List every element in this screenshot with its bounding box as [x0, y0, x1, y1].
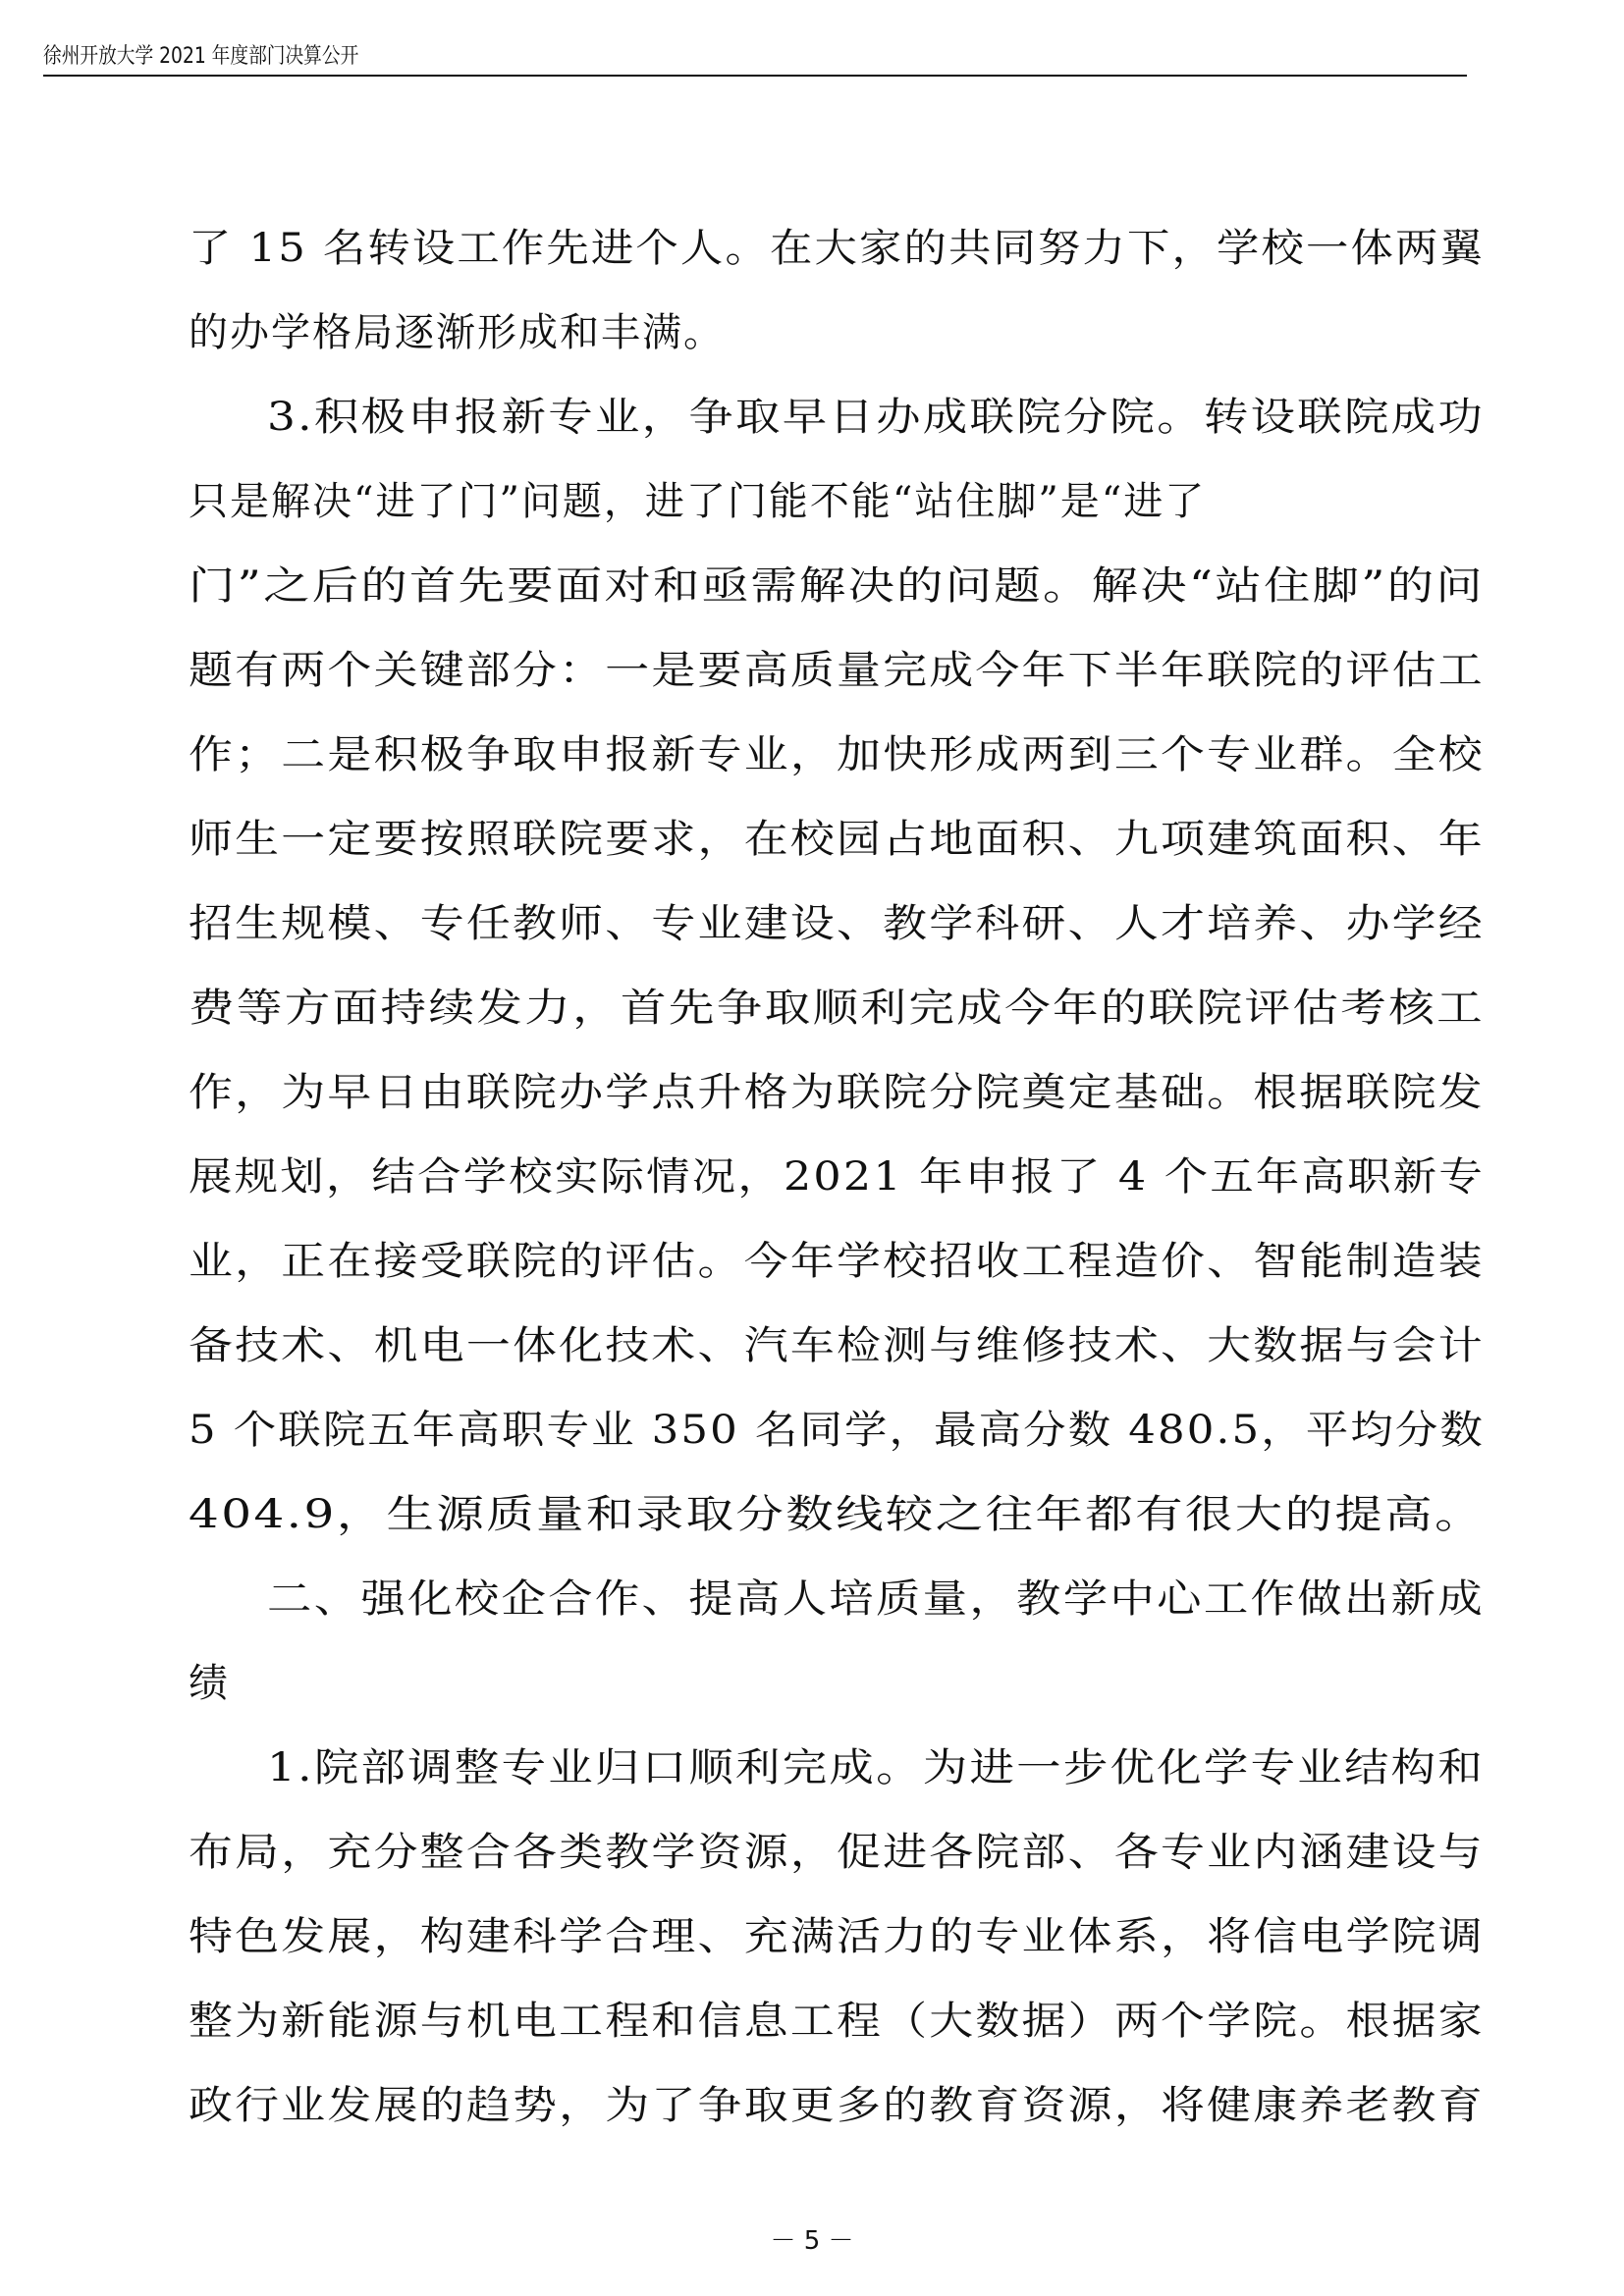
line-text: 备技术、机电一体化技术、汽车检测与维修技术、大数据与会计: [189, 1323, 1485, 1368]
line-text: 绩: [189, 1661, 230, 1706]
section-heading-line: [189, 1565, 1485, 1649]
line-text: 特色发展，构建科学合理、充满活力的专业体系，将信电学院调: [189, 1914, 1485, 1959]
page-header: [43, 37, 1467, 77]
line-text: 3.积极申报新专业，争取早日办成联院分院。转设联院成功: [267, 395, 1486, 440]
paragraph-line: [189, 467, 1485, 552]
section-heading-line: [189, 1649, 1485, 1734]
line-text: 整为新能源与机电工程和信息工程（大数据）两个学院。根据家: [189, 1999, 1485, 2044]
line-text: 404.9，生源质量和录取分数线较之往年都有很大的提高。: [189, 1492, 1485, 1537]
paragraph-line: [189, 2071, 1485, 2156]
paragraph-line: [189, 1818, 1485, 1902]
line-text: 5 个联院五年高职专业 350 名同学，最高分数 480.5，平均分数: [189, 1408, 1486, 1453]
paragraph-line: [189, 1480, 1485, 1565]
line-text: 师生一定要按照联院要求，在校园占地面积、九项建筑面积、年: [189, 817, 1485, 862]
paragraph-line: [189, 1396, 1485, 1480]
line-text: 展规划，结合学校实际情况，2021 年申报了 4 个五年高职新专: [189, 1154, 1485, 1200]
line-text: 二、强化校企合作、提高人培质量，教学中心工作做出新成: [267, 1576, 1485, 1622]
paragraph-line: [189, 214, 1485, 298]
paragraph-line: [189, 1143, 1485, 1227]
line-text: 作，为早日由联院办学点升格为联院分院奠定基础。根据联院发: [189, 1070, 1485, 1115]
paragraph-line: [189, 383, 1485, 467]
paragraph-line: [189, 1734, 1485, 1818]
paragraph-line: [189, 1987, 1485, 2071]
paragraph-line: [189, 1227, 1485, 1311]
page-number: － 5 －: [770, 2226, 854, 2256]
line-text: 费等方面持续发力，首先争取顺利完成今年的联院评估考核工: [189, 986, 1485, 1031]
paragraph-line: [189, 552, 1485, 636]
paragraph-line: [189, 1311, 1485, 1396]
line-text: 招生规模、专任教师、专业建设、教学科研、人才培养、办学经: [189, 901, 1485, 946]
line-text: 1.院部调整专业归口顺利完成。为进一步优化学专业结构和: [267, 1745, 1486, 1790]
paragraph-line: [189, 889, 1485, 974]
body-text: [189, 214, 1485, 2156]
line-text: 作；二是积极争取申报新专业，加快形成两到三个专业群。全校: [189, 732, 1485, 777]
document-header-title: 徐州开放大学 2021 年度部门决算公开: [43, 44, 359, 69]
paragraph-line: [189, 636, 1485, 721]
paragraph-line: [189, 1902, 1485, 1987]
paragraph-line: [189, 1058, 1485, 1143]
line-text: 业，正在接受联院的评估。今年学校招收工程造价、智能制造装: [189, 1239, 1485, 1284]
line-text: 只是解决“进了门”问题，进了门能不能“站住脚”是“进了: [189, 479, 1207, 524]
line-text: 政行业发展的趋势，为了争取更多的教育资源，将健康养老教育: [189, 2083, 1485, 2128]
line-text: 门”之后的首先要面对和亟需解决的问题。解决“站住脚”的问: [189, 563, 1486, 609]
paragraph-line: [189, 298, 1485, 383]
paragraph-line: [189, 721, 1485, 805]
paragraph-line: [189, 805, 1485, 889]
line-text: 的办学格局逐渐形成和丰满。: [189, 310, 725, 355]
paragraph-line: [189, 974, 1485, 1058]
line-text: 了 15 名转设工作先进个人。在大家的共同努力下，学校一体两翼: [189, 226, 1486, 271]
line-text: 题有两个关键部分：一是要高质量完成今年下半年联院的评估工: [189, 648, 1485, 693]
line-text: 布局，充分整合各类教学资源，促进各院部、各专业内涵建设与: [189, 1830, 1485, 1875]
